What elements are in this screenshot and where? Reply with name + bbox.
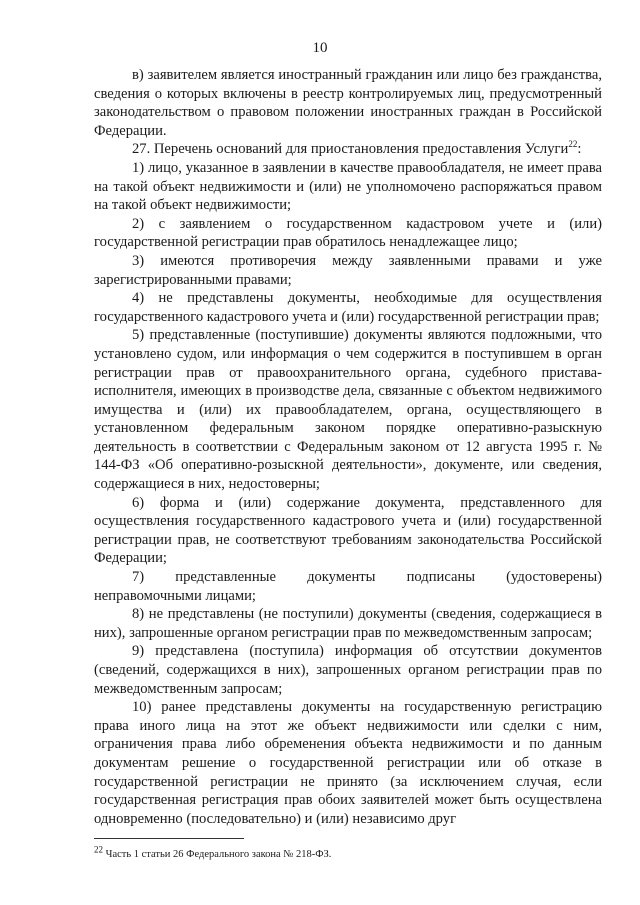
document-body <box>94 66 602 828</box>
list-item-7: 7) представленные документы подписаны (удостоверены) неправомочными лицами; <box>94 569 602 604</box>
footnote-ref: 22 <box>568 139 578 150</box>
list-item-5: 5) представленные (поступившие) документы являются подложными, что установлено судом, или информация о чем содержится в поступившем в орган регистрации прав от правоохранительного органа, судебного пристава-исполнителя, имеющих в производстве дела, связанные с объектом недвижимого имущества и (или) их правообладателем, органа, осуществляющего в установленном федеральным законом порядке оперативно-разыскную деятельность в соответствии с Федеральным законом от 12 августа 1995 г. № 144-ФЗ «Об оперативно-розыскной деятельности», документе, или сведения, содержащиеся в них, недостоверны; <box>94 327 602 493</box>
list-item-1: 1) лицо, указанное в заявлении в качестве правообладателя, не имеет права на такой объект недвижимости и (или) не уполномочено распоряжаться правом на такой объект недвижимости; <box>94 159 602 214</box>
list-item-8: 8) не представлены (не поступили) документы (сведения, содержащиеся в них), запрошенные органом регистрации прав по межведомственным запросам; <box>94 606 602 641</box>
footnote <box>94 844 602 861</box>
list-item-6: 6) форма и (или) содержание документа, представленного для осуществления государственного кадастрового учета и (или) государственной регистрации прав, не соответствуют требованиям законодательства Российской Федерации; <box>94 494 602 567</box>
footnote-text: Часть 1 статьи 26 Федерального закона № 218-ФЗ. <box>103 849 332 860</box>
footnote-mark: 22 <box>94 844 103 855</box>
paragraph-27-heading: 27. Перечень оснований для приостановления предоставления Услуги$^{22}$: <box>132 139 582 158</box>
list-item-10: 10) ранее представлены документы на государственную регистрацию права иного лица на этот же объект недвижимости или сделки с ним, ограничения права либо обременения объекта недвижимости и по данным документам решение о государственной регистрации или об отказе в государственной регистрации не принято (за исключением случая, если государственная регистрация прав обоих заявителей может быть осуществлена одновременно (последовательно) и (или) независимо друг <box>94 699 602 827</box>
paragraph-v-foreign-citizen: в) заявителем является иностранный гражданин или лицо без гражданства, сведения о которых включены в реестр контролируемых лиц, предусмотренный законодательством о правовом положении иностранных граждан в Российской Федерации. <box>94 67 602 139</box>
footnote-divider <box>94 838 244 839</box>
list-item-3: 3) имеются противоречия между заявленными правами и уже зарегистрированными правами; <box>94 252 602 288</box>
page-number: 10 <box>312 40 328 56</box>
list-item-9: 9) представлена (поступила) информация об отсутствии документов (сведений, содержащихся в них), запрошенных органом регистрации прав по межведомственным запросам; <box>94 643 602 697</box>
list-item-4: 4) не представлены документы, необходимые для осуществления государственного кадастрового учета и (или) государственной регистрации прав; <box>94 290 602 325</box>
list-item-2: 2) с заявлением о государственном кадастровом учете и (или) государственной регистрации прав обратилось ненадлежащее лицо; <box>94 215 602 251</box>
